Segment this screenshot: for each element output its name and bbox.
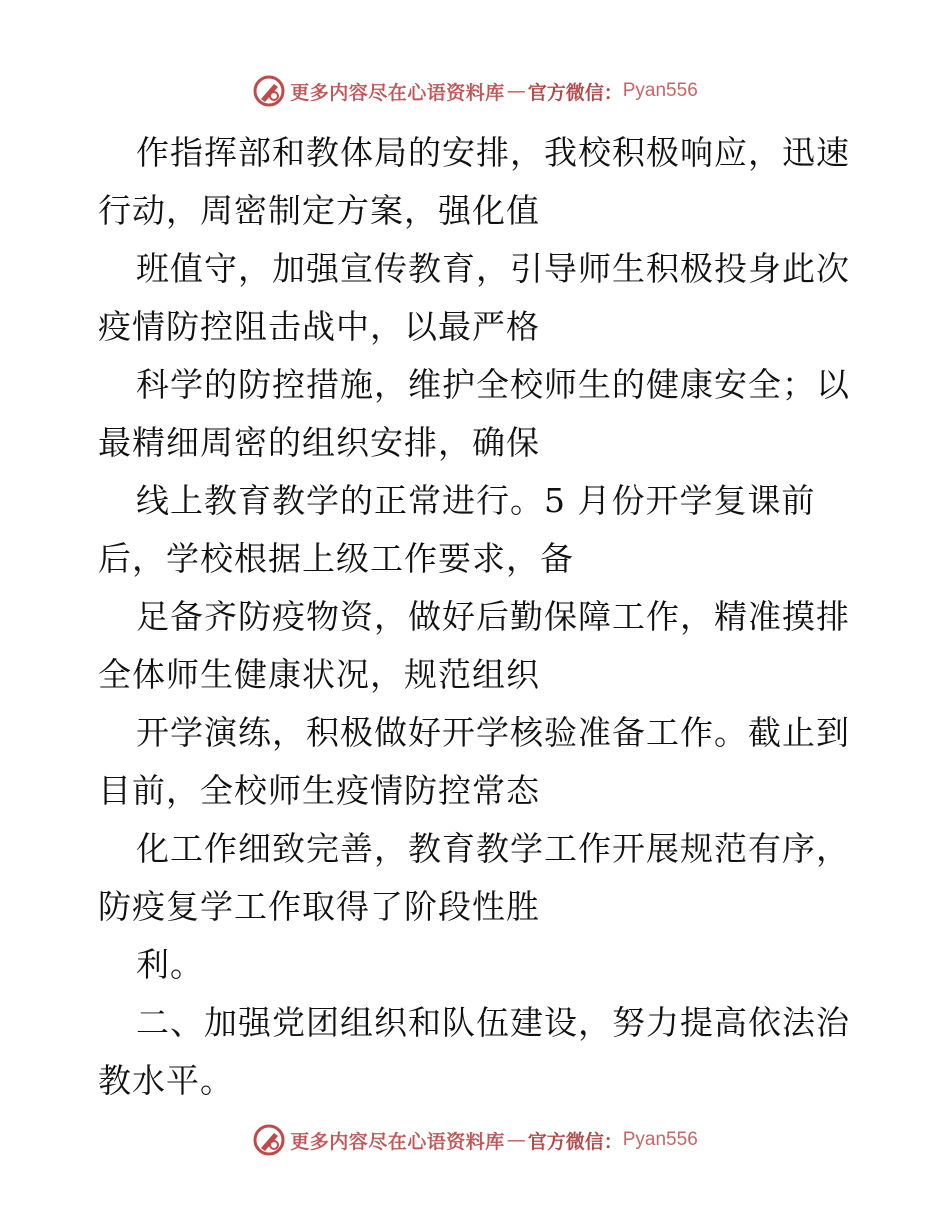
document-body <box>98 124 858 1110</box>
logo-icon <box>252 74 286 108</box>
text-line: 目前，全校师生疫情防控常态 <box>98 771 540 810</box>
text-line: 疫情防控阻击战中，以最严格 <box>98 307 540 346</box>
watermark-id: Pyan556 <box>622 80 698 101</box>
text-line: 化工作细致完善，教育教学工作开展规范有序， <box>136 829 850 868</box>
text-line: 线上教育教学的正常进行。5 月份开学复课前 <box>136 481 816 520</box>
text-line: 后，学校根据上级工作要求，备 <box>98 539 574 578</box>
text-line: 利。 <box>136 945 204 984</box>
text-line: 最精细周密的组织安排，确保 <box>98 423 540 462</box>
text-line: 班值守，加强宣传教育，引导师生积极投身此次 <box>136 249 850 288</box>
section-heading-continued: 教水平。 <box>98 1061 234 1100</box>
text-line: 全体师生健康状况，规范组织 <box>98 655 540 694</box>
watermark-separator: — <box>506 80 526 102</box>
watermark-label: 官方微信： <box>527 1130 623 1153</box>
text-line: 作指挥部和教体局的安排，我校积极响应，迅速 <box>136 133 850 172</box>
watermark-header <box>0 71 950 111</box>
watermark-brand: 更多内容尽在心语资料库 <box>290 1130 505 1153</box>
text-line: 防疫复学工作取得了阶段性胜 <box>98 887 540 926</box>
watermark-id: Pyan556 <box>622 1129 698 1150</box>
text-line: 足备齐防疫物资，做好后勤保障工作，精准摸排 <box>136 597 850 636</box>
logo-icon <box>252 1123 286 1157</box>
watermark-separator: — <box>506 1129 526 1151</box>
text-line: 行动，周密制定方案，强化值 <box>98 191 540 230</box>
watermark-footer <box>0 1120 950 1160</box>
watermark-brand: 更多内容尽在心语资料库 <box>290 81 505 104</box>
text-line: 开学演练，积极做好开学核验准备工作。截止到 <box>136 713 850 752</box>
section-heading: 二、加强党团组织和队伍建设，努力提高依法治 <box>136 1003 850 1042</box>
watermark-label: 官方微信： <box>527 81 623 104</box>
text-line: 科学的防控措施，维护全校师生的健康安全；以 <box>136 365 850 404</box>
